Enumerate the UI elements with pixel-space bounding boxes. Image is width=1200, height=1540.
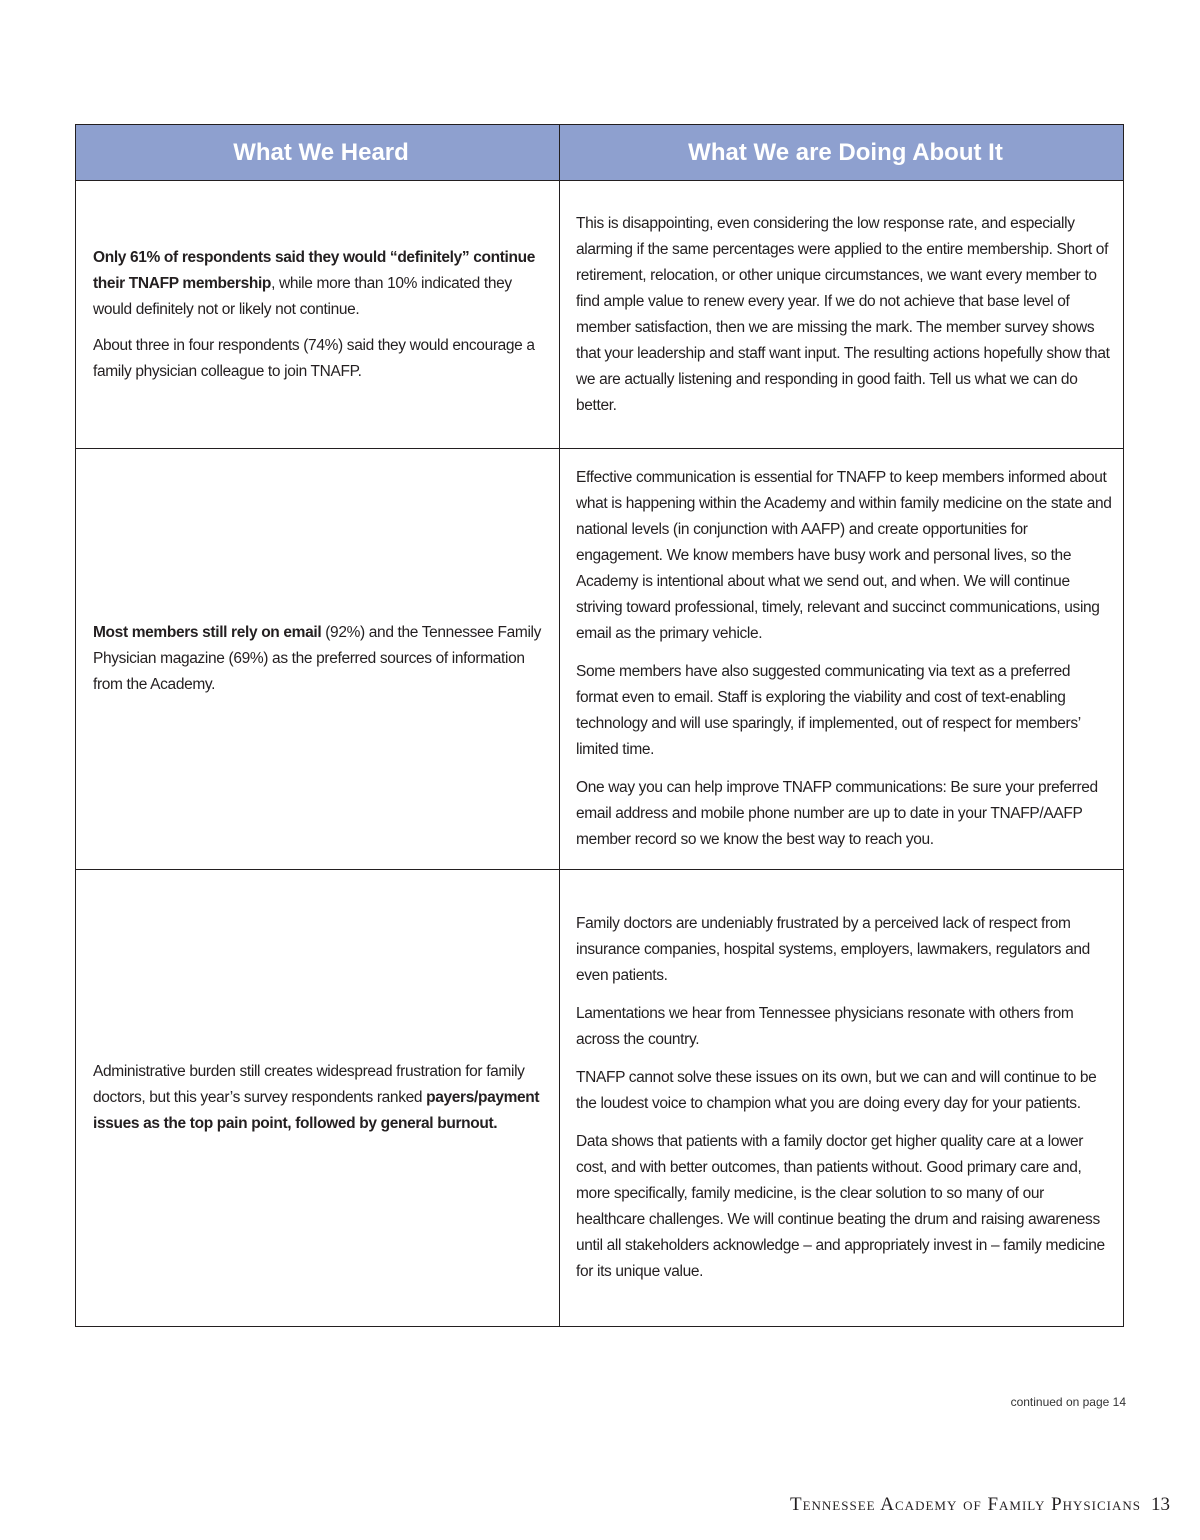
response-paragraph: Some members have also suggested communicating via text as a preferred format even to email. Staff is exploring the viability and cost of text-enabling technology and will use sparingly, if implemented, out of respect for members’ limited time. — [576, 663, 1081, 758]
heard-paragraph — [93, 1059, 549, 1137]
heard-text: , while more than 10% indicated they would definitely not or likely not continue. — [93, 274, 512, 318]
page-footer — [790, 1494, 1170, 1516]
table-row — [76, 448, 1123, 869]
continued-note: continued on page 14 — [1010, 1395, 1126, 1409]
what-we-heard-cell — [76, 870, 560, 1326]
response-cell — [560, 181, 1123, 448]
what-we-heard-cell — [76, 181, 560, 448]
header-what-we-heard: What We Heard — [76, 125, 560, 180]
heard-text: About three in four respondents (74%) said they would encourage a family physician colleague to join TNAFP. — [93, 336, 535, 380]
response-paragraph: One way you can help improve TNAFP communications: Be sure your preferred email address and mobile phone number are up to date in your TNAFP/AAFP member record so we know the best way to reach you. — [576, 779, 1098, 848]
heard-paragraph — [93, 620, 549, 698]
response-paragraph: This is disappointing, even considering the low response rate, and especially alarming if the same percentages were applied to the entire membership. Short of retirement, relocation, or other unique circumstances, we want every member to find ample value to renew every year. If we do not achieve that base level of member satisfaction, then we are missing the mark. The member survey shows that your leadership and staff want input. The resulting actions hopefully show that we are actually listening and responding in good faith. Tell us what we can do better. — [576, 214, 1110, 414]
survey-results-table — [75, 124, 1124, 1327]
page-number: 13 — [1151, 1494, 1170, 1515]
response-paragraph: Data shows that patients with a family doctor get higher quality care at a lower cost, and with better outcomes, than patients without. Good primary care and, more specifically, family medicine, is the clear solution to so many of our healthcare challenges. We will continue beating the drum and raising awareness until all stakeholders acknowledge – and appropriately invest in – family medicine for its unique value. — [576, 1133, 1105, 1280]
heard-paragraph — [93, 333, 549, 385]
publication-name: Tennessee Academy of Family Physicians — [789, 1494, 1141, 1515]
table-row — [76, 180, 1123, 448]
table-header-row — [76, 125, 1123, 180]
heard-text: Administrative burden still creates widespread frustration for family doctors, but this year’s survey respondents ranked — [93, 1063, 525, 1106]
heard-text: (92%) and the Tennessee Family Physician magazine (69%) as the preferred sources of information from the Academy. — [93, 624, 542, 693]
response-paragraph: Family doctors are undeniably frustrated by a perceived lack of respect from insurance companies, hospital systems, employers, lawmakers, regulators and even patients. — [576, 915, 1090, 984]
table-row — [76, 869, 1123, 1326]
response-paragraph: Lamentations we hear from Tennessee physicians resonate with others from across the country. — [576, 1005, 1074, 1048]
heard-highlight: payers/payment issues as the top pain point, followed by general burnout. — [93, 1089, 540, 1132]
heard-paragraph — [93, 245, 549, 323]
response-cell — [560, 870, 1123, 1326]
heard-highlight: Most members still rely on email — [93, 624, 322, 641]
what-we-heard-cell — [76, 449, 560, 869]
response-paragraph: TNAFP cannot solve these issues on its own, but we can and will continue to be the loudest voice to champion what you are doing every day for your patients. — [576, 1069, 1097, 1112]
heard-highlight: Only 61% of respondents said they would “definitely” continue their TNAFP membership — [93, 248, 535, 292]
response-paragraph: Effective communication is essential for TNAFP to keep members informed about what is happening within the Academy and within family medicine on the state and national levels (in conjunction with AAFP) and create opportunities for engagement. We know members have busy work and personal lives, so the Academy is intentional about what we send out, and when. We will continue striving toward professional, timely, relevant and succinct communications, using email as the primary vehicle. — [576, 469, 1112, 642]
response-cell — [560, 449, 1123, 869]
header-what-we-are-doing: What We are Doing About It — [688, 138, 1003, 166]
